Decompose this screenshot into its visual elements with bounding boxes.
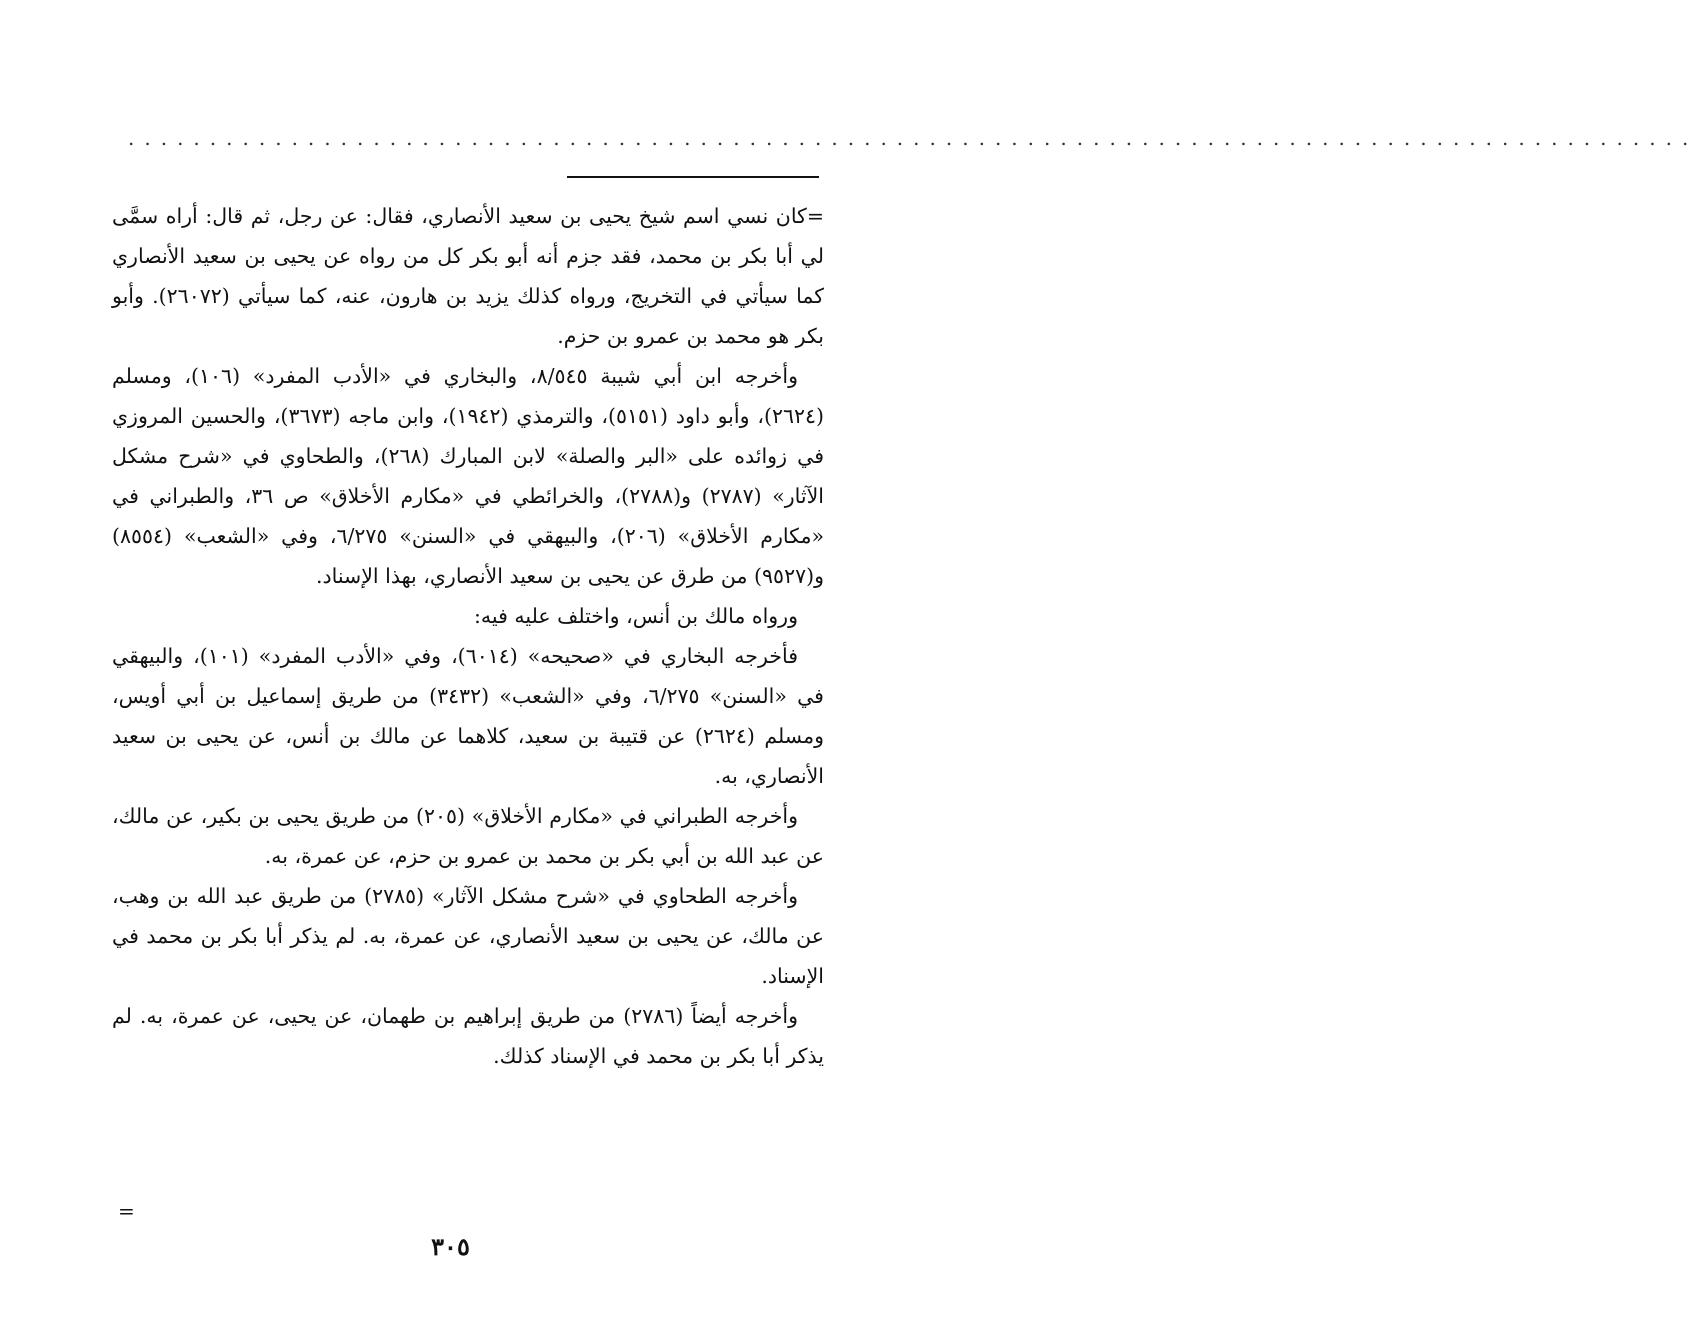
- footnote-body: [112, 196, 824, 1076]
- header-dotted-line: ................................................................................................: [128, 126, 1698, 150]
- paragraph-4: فأخرجه البخاري في «صحيحه» (٦٠١٤)، وفي «الأدب المفرد» (١٠١)، والبيهقي في «السنن» ٦/٢٧٥، وفي «الشعب» (٣٤٣٢) من طريق إسماعيل بن أبي أويس، ومسلم (٢٦٢٤) عن قتيبة بن سعيد، كلاهما عن مالك بن أنس، عن يحيى بن سعيد الأنصاري، به.: [112, 644, 824, 788]
- page-number: ٣٠٥: [431, 1232, 470, 1261]
- continuation-mark: =: [118, 1199, 135, 1223]
- paragraph-5: وأخرجه الطبراني في «مكارم الأخلاق» (٢٠٥) من طريق يحيى بن بكير، عن مالك، عن عبد الله بن أبي بكر بن محمد بن عمرو بن حزم، عن عمرة، به.: [112, 804, 824, 868]
- paragraph-1: =كان نسي اسم شيخ يحيى بن سعيد الأنصاري، فقال: عن رجل، ثم قال: أراه سمَّى لي أبا بكر بن محمد، فقد جزم أنه أبو بكر كل من رواه عن يحيى بن سعيد الأنصاري كما سيأتي في التخريج، ورواه كذلك يزيد بن هارون، عنه، كما سيأتي (٢٦٠٧٢). وأبو بكر هو محمد بن عمرو بن حزم.: [112, 204, 824, 348]
- paragraph-7: وأخرجه أيضاً (٢٧٨٦) من طريق إبراهيم بن طهمان، عن يحيى، عن عمرة، به. لم يذكر أبا بكر بن محمد في الإسناد كذلك.: [112, 1004, 824, 1068]
- paragraph-6: وأخرجه الطحاوي في «شرح مشكل الآثار» (٢٧٨٥) من طريق عبد الله بن وهب، عن مالك، عن يحيى بن سعيد الأنصاري، عن عمرة، به. لم يذكر أبا بكر بن محمد في الإسناد.: [112, 884, 824, 988]
- paragraph-2: وأخرجه ابن أبي شيبة ٨/٥٤٥، والبخاري في «الأدب المفرد» (١٠٦)، ومسلم (٢٦٢٤)، وأبو داود (٥١٥١)، والترمذي (١٩٤٢)، وابن ماجه (٣٦٧٣)، والحسين المروزي في زوائده على «البر والصلة» لابن المبارك (٢٦٨)، والطحاوي في «شرح مشكل الآثار» (٢٧٨٧) و(٢٧٨٨)، والخرائطي في «مكارم الأخلاق» ص ٣٦، والطبراني في «مكارم الأخلاق» (٢٠٦)، والبيهقي في «السنن» ٦/٢٧٥، وفي «الشعب» (٨٥٥٤) و(٩٥٢٧) من طرق عن يحيى بن سعيد الأنصاري، بهذا الإسناد.: [112, 364, 824, 588]
- paragraph-3: ورواه مالك بن أنس، واختلف عليه فيه:: [474, 604, 798, 628]
- footnote-separator: [567, 176, 819, 178]
